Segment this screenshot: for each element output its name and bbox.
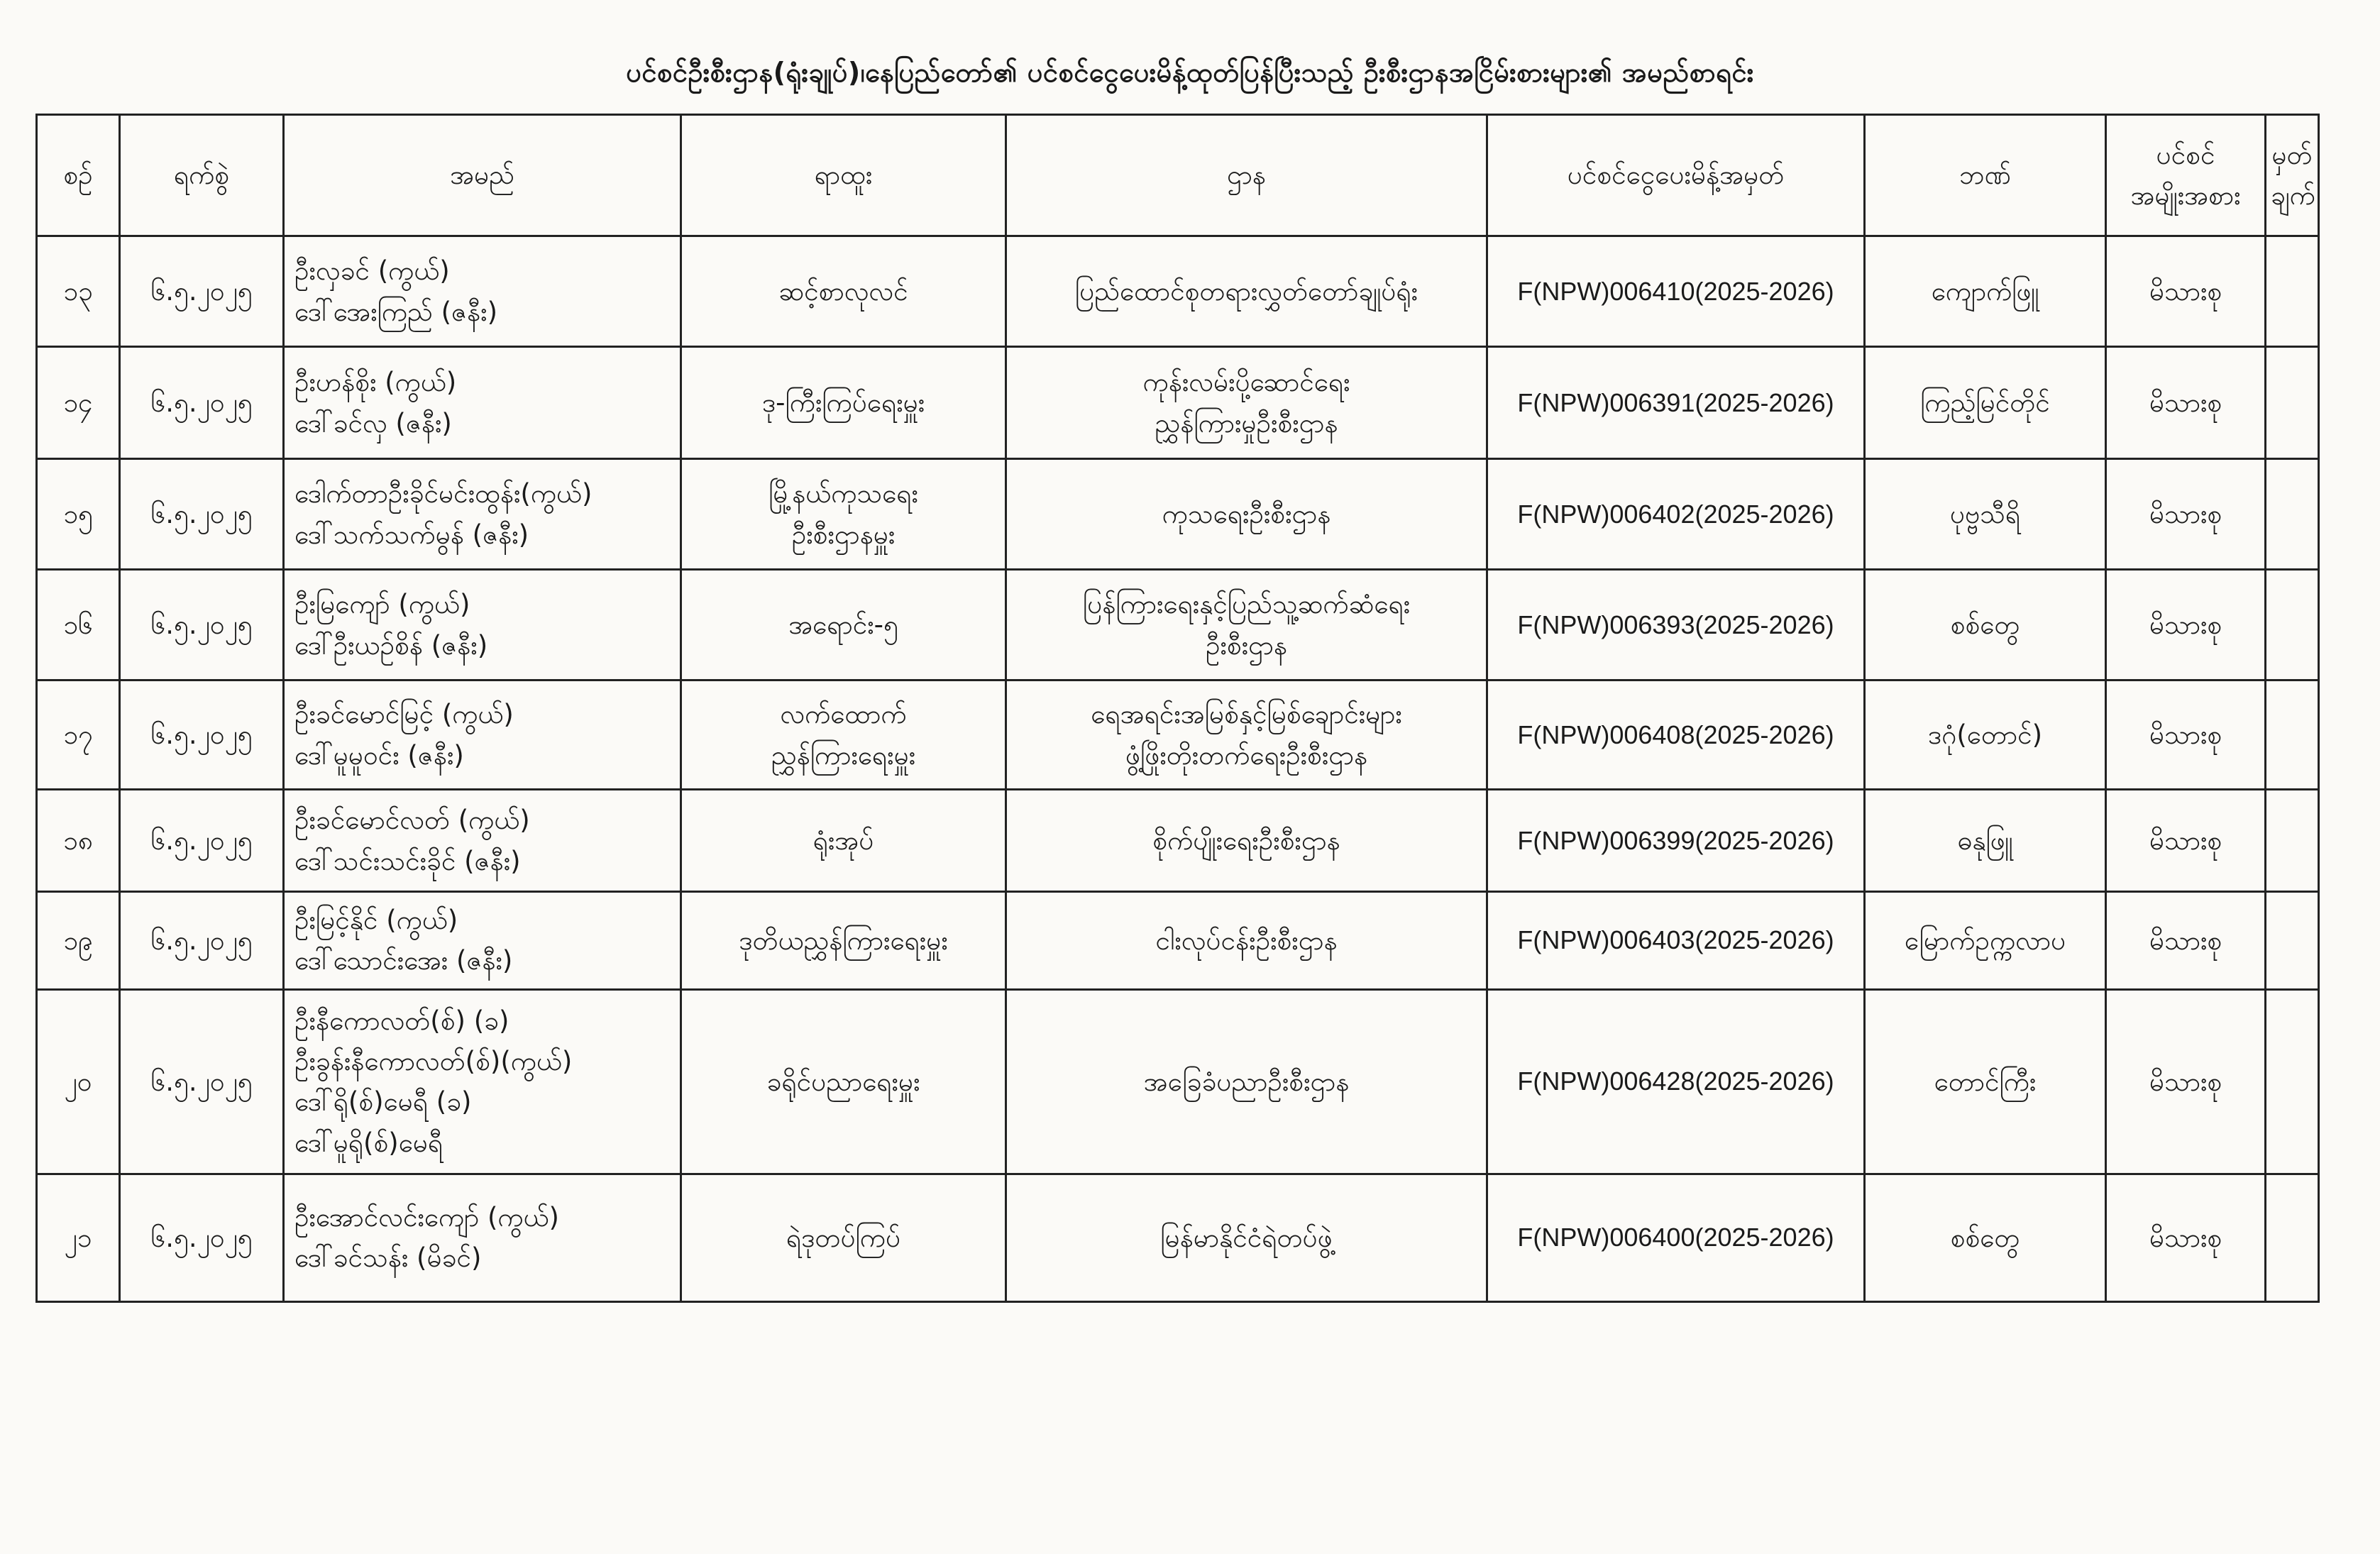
column-header-type (2106, 115, 2266, 236)
cell-rank (681, 570, 1006, 680)
cell-remark (2266, 570, 2319, 680)
cell-department (1006, 459, 1487, 570)
cell-line: ငါးလုပ်ငန်းဦးစီးဌာန (1155, 925, 1338, 956)
column-header-text: ပင်စင် (2156, 139, 2215, 170)
cell-type: မိသားစု (2106, 347, 2266, 459)
cell-line: ဦးမြင့်နိုင် (ကွယ်) (294, 905, 458, 935)
cell-name (284, 1174, 681, 1301)
cell-rank (681, 989, 1006, 1174)
cell-department (1006, 989, 1487, 1174)
cell-line: ဦးစီးဌာန (1205, 629, 1287, 661)
cell-no: ၁၅ (37, 459, 120, 570)
column-header-text: ရာထူး (814, 160, 873, 191)
cell-department (1006, 892, 1487, 990)
column-header-rank (681, 115, 1006, 236)
cell-line: အရောင်း-၅ (788, 609, 898, 640)
cell-remark (2266, 892, 2319, 990)
cell-line: ဒေါ်ခင်သန်း (မိခင်) (294, 1242, 482, 1274)
cell-license: F(NPW)006399(2025-2026) (1487, 790, 1865, 892)
table-row (37, 459, 2319, 570)
column-header-no (37, 115, 120, 236)
cell-line: ဦးခင်မောင်လတ် (ကွယ်) (294, 805, 530, 836)
column-header-bank (1865, 115, 2106, 236)
cell-bank: ကျောက်ဖြူ (1865, 236, 2106, 347)
column-header-text: ချက် (2271, 180, 2315, 211)
cell-bank: မြောက်ဥက္ကလာပ (1865, 892, 2106, 990)
cell-date: ၆.၅.၂၀၂၅ (120, 570, 284, 680)
cell-bank: ဓနုဖြူ (1865, 790, 2106, 892)
column-header-text: ပင်စင်ငွေပေးမိန့်အမှတ် (1567, 160, 1785, 191)
cell-no: ၁၇ (37, 680, 120, 790)
cell-name (284, 790, 681, 892)
pension-table (35, 114, 2320, 1303)
cell-department (1006, 570, 1487, 680)
cell-remark (2266, 790, 2319, 892)
column-header-name (284, 115, 681, 236)
column-header-text: ဌာန (1227, 160, 1266, 191)
cell-name (284, 236, 681, 347)
cell-type: မိသားစု (2106, 1174, 2266, 1301)
cell-license: F(NPW)006408(2025-2026) (1487, 680, 1865, 790)
cell-name (284, 570, 681, 680)
cell-license: F(NPW)006410(2025-2026) (1487, 236, 1865, 347)
cell-line: ရုံးအုပ် (812, 825, 874, 856)
cell-remark (2266, 680, 2319, 790)
cell-type: မိသားစု (2106, 892, 2266, 990)
cell-line: စိုက်ပျိုးရေးဦးစီးဌာန (1152, 825, 1340, 856)
cell-line: ကုသရေးဦးစီးဌာန (1162, 498, 1331, 529)
cell-remark (2266, 236, 2319, 347)
cell-bank: ကြည့်မြင်တိုင် (1865, 347, 2106, 459)
page-title: ပင်စင်ဦးစီးဌာန(ရုံးချုပ်)၊နေပြည်တော်၏ ပင်စင်ငွေပေးမိန့်ထုတ်ပြန်ပြီးသည့် ဦးစီးဌာနအငြိမ်းစားများ၏ အမည်စာရင်း (626, 57, 1754, 88)
cell-remark (2266, 1174, 2319, 1301)
column-header-department (1006, 115, 1487, 236)
cell-date: ၆.၅.၂၀၂၅ (120, 459, 284, 570)
table-body (37, 236, 2319, 1302)
cell-license: F(NPW)006428(2025-2026) (1487, 989, 1865, 1174)
cell-line: ရဲဒုတပ်ကြပ် (786, 1222, 901, 1253)
table-row (37, 680, 2319, 790)
column-header-text: မှတ် (2271, 139, 2313, 170)
cell-bank: စစ်တွေ (1865, 1174, 2106, 1301)
column-header-license (1487, 115, 1865, 236)
cell-line: ဒေါ်ဦးယဉ်စိန် (ဇနီး) (294, 629, 488, 661)
cell-bank: ဒဂုံ(တောင်) (1865, 680, 2106, 790)
cell-name (284, 892, 681, 990)
cell-no: ၂၁ (37, 1174, 120, 1301)
cell-line: ဦးအောင်လင်းကျော် (ကွယ်) (294, 1201, 559, 1233)
cell-no: ၁၉ (37, 892, 120, 990)
cell-line: ဒေါ်ရို(စ်)မေရီ (ခ) (294, 1086, 472, 1118)
cell-line: ညွှန်ကြားမှုဦးစီးဌာန (1155, 407, 1338, 439)
cell-license: F(NPW)006402(2025-2026) (1487, 459, 1865, 570)
cell-line: ဒေါ်မူရို(စ်)မေရီ (294, 1127, 444, 1158)
cell-line: ဒေါ်သောင်းအေး (ဇနီး) (294, 945, 513, 976)
column-header-text: ရက်စွဲ (173, 160, 230, 191)
cell-license: F(NPW)006391(2025-2026) (1487, 347, 1865, 459)
table-row (37, 347, 2319, 459)
cell-type: မိသားစု (2106, 459, 2266, 570)
cell-rank (681, 1174, 1006, 1301)
table-row (37, 1174, 2319, 1301)
cell-line: ဦးခင်မောင်မြင့် (ကွယ်) (294, 699, 514, 730)
cell-rank (681, 236, 1006, 347)
cell-line: ခရိုင်ပညာရေးမှူး (766, 1066, 920, 1097)
cell-type: မိသားစု (2106, 570, 2266, 680)
cell-name (284, 680, 681, 790)
cell-line: ဒေါ်သင်းသင်းခိုင် (ဇနီး) (294, 845, 521, 876)
cell-line: လက်ထောက် (780, 699, 907, 730)
header-row (37, 115, 2319, 236)
table-row (37, 570, 2319, 680)
cell-line: ဒု-ကြီးကြပ်ရေးမှူး (761, 387, 925, 418)
column-header-remark (2266, 115, 2319, 236)
cell-line: ဦးဟန်စိုး (ကွယ်) (294, 367, 457, 398)
cell-rank (681, 680, 1006, 790)
cell-line: ဦးနီကောလတ်(စ်) (ခ) (294, 1005, 509, 1036)
column-header-text: စဉ် (63, 160, 93, 191)
cell-bank: စစ်တွေ (1865, 570, 2106, 680)
cell-department (1006, 1174, 1487, 1301)
cell-date: ၆.၅.၂၀၂၅ (120, 1174, 284, 1301)
table-row (37, 989, 2319, 1174)
column-header-text: အမည် (450, 160, 514, 191)
cell-rank (681, 892, 1006, 990)
cell-type: မိသားစု (2106, 790, 2266, 892)
cell-line: ဒေါ်သက်သက်မွန် (ဇနီး) (294, 519, 529, 550)
cell-date: ၆.၅.၂၀၂၅ (120, 790, 284, 892)
cell-line: ဒေါက်တာဦးခိုင်မင်းထွန်း(ကွယ်) (294, 478, 593, 509)
cell-remark (2266, 989, 2319, 1174)
table-row (37, 236, 2319, 347)
cell-remark (2266, 459, 2319, 570)
cell-line: ရေအရင်းအမြစ်နှင့်မြစ်ချောင်းများ (1091, 699, 1402, 730)
table-row (37, 892, 2319, 990)
cell-line: ဦးခွန်းနီကောလတ်(စ်)(ကွယ်) (294, 1045, 573, 1076)
cell-line: ပြည်ထောင်စုတရားလွှတ်တော်ချုပ်ရုံး (1074, 275, 1418, 307)
cell-name (284, 459, 681, 570)
cell-line: ဒုတိယညွှန်ကြားရေးမှူး (739, 925, 948, 956)
cell-line: ဦးမြကျော် (ကွယ်) (294, 589, 470, 620)
cell-rank (681, 790, 1006, 892)
cell-no: ၂၀ (37, 989, 120, 1174)
cell-line: ညွှန်ကြားရေးမှူး (771, 739, 916, 771)
cell-no: ၁၈ (37, 790, 120, 892)
cell-line: ဒေါ်ခင်လှ (ဇနီး) (294, 407, 452, 439)
cell-department (1006, 347, 1487, 459)
cell-type: မိသားစု (2106, 989, 2266, 1174)
cell-department (1006, 236, 1487, 347)
cell-date: ၆.၅.၂၀၂၅ (120, 347, 284, 459)
column-header-text: အမျိုးအစား (2130, 180, 2241, 211)
cell-line: ဒေါ်မူမူဝင်း (ဇနီး) (294, 739, 464, 771)
table-row (37, 790, 2319, 892)
cell-bank: ပုဗ္ဗသီရိ (1865, 459, 2106, 570)
column-header-date (120, 115, 284, 236)
cell-department (1006, 790, 1487, 892)
cell-no: ၁၃ (37, 236, 120, 347)
cell-license: F(NPW)006403(2025-2026) (1487, 892, 1865, 990)
cell-no: ၁၄ (37, 347, 120, 459)
cell-line: မြန်မာနိုင်ငံရဲတပ်ဖွဲ့ (1160, 1222, 1333, 1253)
cell-rank (681, 459, 1006, 570)
cell-line: ဒေါ်အေးကြည် (ဇနီး) (294, 296, 498, 327)
cell-date: ၆.၅.၂၀၂၅ (120, 236, 284, 347)
cell-date: ၆.၅.၂၀၂၅ (120, 989, 284, 1174)
cell-remark (2266, 347, 2319, 459)
cell-line: ဖွံ့ဖြိုးတိုးတက်ရေးဦးစီးဌာန (1125, 739, 1368, 771)
cell-name (284, 347, 681, 459)
cell-line: ဦးစီးဌာနမှူး (791, 519, 896, 550)
cell-no: ၁၆ (37, 570, 120, 680)
cell-line: ပြန်ကြားရေးနှင့်ပြည်သူ့ဆက်ဆံရေး (1082, 589, 1411, 620)
cell-date: ၆.၅.၂၀၂၅ (120, 680, 284, 790)
cell-line: အခြေခံပညာဦးစီးဌာန (1143, 1066, 1350, 1097)
cell-rank (681, 347, 1006, 459)
cell-license: F(NPW)006400(2025-2026) (1487, 1174, 1865, 1301)
cell-bank: တောင်ကြီး (1865, 989, 2106, 1174)
cell-type: မိသားစု (2106, 680, 2266, 790)
cell-type: မိသားစု (2106, 236, 2266, 347)
cell-line: ဦးလှခင် (ကွယ်) (294, 255, 450, 287)
column-header-text: ဘဏ် (1959, 160, 2011, 191)
cell-date: ၆.၅.၂၀၂၅ (120, 892, 284, 990)
cell-line: ကုန်းလမ်းပို့ဆောင်ရေး (1142, 367, 1350, 398)
cell-license: F(NPW)006393(2025-2026) (1487, 570, 1865, 680)
cell-name (284, 989, 681, 1174)
cell-line: ဆင့်စာလုလင် (778, 275, 908, 307)
cell-department (1006, 680, 1487, 790)
cell-line: မြို့နယ်ကုသရေး (768, 478, 918, 509)
